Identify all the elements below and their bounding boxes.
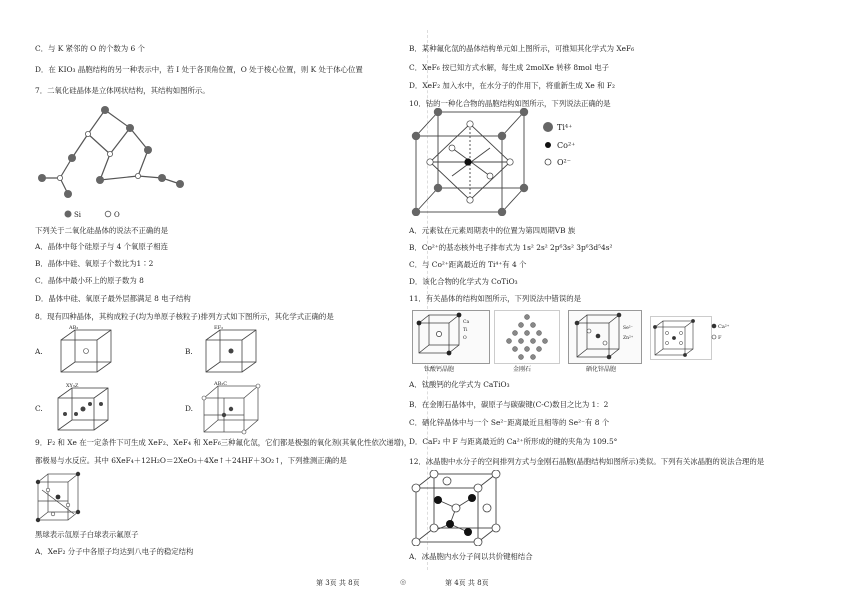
question-10-option-c: C．与 Co²⁺距离最近的 Ti⁴⁺有 4 个 (409, 260, 527, 269)
page-number-left: 第 3页 共 8页 (316, 579, 360, 587)
question-11: 11．有关晶体的结构如图所示，下列说法中错误的是 (409, 294, 582, 303)
center-binding-mark: ◎ (400, 578, 407, 586)
cube-figure-b (200, 324, 270, 378)
cube-figure-c (52, 382, 122, 436)
question-7: 7．二氧化硅晶体是立体网状结构，其结构如图所示。 (35, 86, 210, 95)
sio2-structure-figure (30, 98, 190, 222)
question-7-option-d: D．晶体中硅、氧原子最外层都满足 8 电子结构 (35, 294, 191, 303)
question-8-label-c: C. (35, 404, 43, 413)
option-d-prev: D．在 KIO₃ 晶胞结构的另一种表示中，若 I 处于各顶角位置，O 处于棱心位置，则 K 处于体心位置 (35, 65, 363, 74)
question-9-line-2: 都极易与水反应。其中 6XeF₄＋12H₂O＝2XeO₃＋4Xe↑＋24HF＋3O₂↑，下列推测正确的是 (35, 456, 347, 465)
zinc-selenide-cell-image (568, 310, 642, 364)
xenon-fluoride-unit-figure (34, 470, 84, 524)
question-9-option-c: C．XeF₆ 按已知方式水解，每生成 2molXe 转移 8mol 电子 (409, 63, 610, 72)
cube-figure-a (55, 324, 125, 378)
page-number-right: 第 4页 共 8页 (445, 579, 489, 587)
cube-b-formula: EF₂ (214, 325, 224, 331)
question-8-label-b: B. (185, 347, 193, 356)
question-11-option-b: B．在金刚石晶体中，碳原子与碳碳键(C-C)数目之比为 1：2 (409, 400, 609, 409)
legend-ti-1: Ti (463, 328, 468, 333)
question-10: 10．钴的一种化合物的晶胞结构如图所示，下列说法正确的是 (409, 99, 611, 108)
caption-calcium-titanate: 钛酸钙晶胞 (424, 366, 455, 373)
legend-se: Se²⁻ (623, 326, 633, 331)
question-11-option-a: A．钛酸钙的化学式为 CaTiO₃ (409, 380, 510, 389)
question-7-option-b: B．晶体中硅、氧原子个数比为1∶2 (35, 259, 154, 268)
cobalt-compound-legend (541, 118, 591, 170)
question-11-option-c: C．硒化锌晶体中与一个 Se²⁻距离最近且相等的 Se²⁻有 8 个 (409, 418, 610, 427)
question-7-prompt: 下列关于二氧化硅晶体的说法不正确的是 (35, 226, 169, 235)
question-10-option-b: B．Co²⁺的基态核外电子排布式为 1s² 2s² 2p⁶3s² 3p⁶3d⁵4s² (409, 243, 613, 252)
question-8-label-a: A. (35, 347, 43, 356)
question-10-option-a: A．元素钛在元素周期表中的位置为第四周期ⅤB 族 (409, 226, 576, 235)
question-9-option-d: D．XeF₂ 加入水中，在水分子的作用下，将重新生成 Xe 和 F₂ (409, 81, 615, 90)
question-12: 12．冰晶胞中水分子的空间排列方式与金刚石晶胞(晶胞结构如图所示)类似。下列有关冰晶胞的说法合理的是 (409, 457, 765, 466)
legend-o-1: O (463, 336, 467, 341)
diamond-image (494, 310, 560, 364)
question-9-figure-caption: 黑球表示氙原子白球表示氟原子 (35, 530, 139, 539)
legend-zn: Zn²⁺ (623, 336, 634, 341)
question-11-option-d: D．CaF₂ 中 F 与距离最近的 Ca²⁺所形成的键的夹角为 109.5° (409, 437, 618, 446)
legend-ca2: Ca²⁺ (718, 324, 730, 330)
cobalt-compound-cell-figure (410, 108, 540, 216)
cube-d-formula: AB₂C (214, 381, 228, 387)
legend-o: O (114, 211, 120, 219)
question-8: 8．现有四种晶体，其构成粒子(均为单原子核粒子)排列方式如下图所示，其化学式正确的是 (35, 312, 334, 321)
question-9-option-a: A．XeF₂ 分子中各原子均达到八电子的稳定结构 (35, 547, 194, 556)
question-12-option-a: A．冰晶胞内水分子间以共价键相结合 (409, 552, 533, 561)
diamond-cell-figure (410, 470, 510, 546)
cube-a-formula: AB₂ (69, 325, 79, 331)
question-8-label-d: D. (185, 404, 194, 413)
caption-diamond: 金刚石 (513, 366, 532, 373)
calcium-fluoride-legend (711, 320, 733, 348)
legend-ti: Ti⁴⁺ (557, 123, 573, 132)
calcium-fluoride-cell-image (650, 316, 712, 360)
legend-f: F (718, 335, 722, 341)
cube-c-formula: XY₃Z (66, 383, 79, 389)
cube-figure-d (198, 380, 268, 436)
caption-zinc-selenide: 硒化锌晶胞 (586, 366, 617, 373)
legend-si: Si (74, 211, 82, 219)
question-7-option-a: A．晶体中每个硅原子与 4 个氧原子相连 (35, 242, 168, 251)
question-9-option-b: B．某种氟化氙的晶体结构单元如上图所示，可推知其化学式为 XeF₆ (409, 44, 635, 53)
question-10-option-d: D．该化合物的化学式为 CoTiO₃ (409, 277, 518, 286)
legend-o2: O²⁻ (557, 158, 571, 167)
legend-ca-1: Ca (463, 320, 470, 325)
option-c-prev: C．与 K 紧邻的 O 的个数为 6 个 (35, 44, 145, 53)
calcium-titanate-cell-image (412, 310, 490, 364)
legend-co: Co²⁺ (557, 141, 576, 150)
question-7-option-c: C．晶体中最小环上的原子数为 8 (35, 276, 144, 285)
question-9-line-1: 9．F₂ 和 Xe 在一定条件下可生成 XeF₂、XeF₄ 和 XeF₆三种氟化氙，它们都是极强的氧化剂(其氧化性依次递增)， (35, 438, 412, 447)
